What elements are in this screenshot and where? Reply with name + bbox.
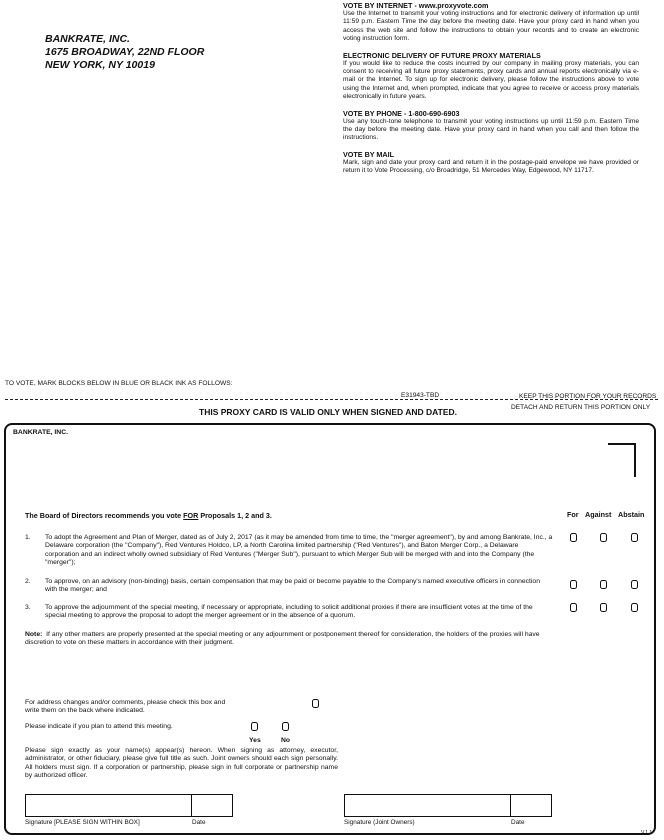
proposal-2-number: 2.: [25, 578, 31, 585]
electronic-body: If you would like to reduce the costs incurred by our company in mailing proxy materials, you can consent to receiving all future proxy statements, proxy cards and annual reports electronically via e-mail or the Internet. To sign up for electronic delivery, please follow the instructions above to vote using the Internet and, when prompted, indicate that you agree to receive or access proxy materials electronically in future years.: [343, 59, 639, 101]
proposal-1-abstain-checkbox[interactable]: [631, 533, 638, 542]
note: [25, 631, 555, 648]
attend-yes-checkbox[interactable]: [251, 722, 258, 731]
version-label: V.1.1: [641, 830, 653, 836]
sign-instructions: Please sign exactly as your name(s) appear(s) hereon. When signing as attorney, executor, administrator, or other fiduciary, please give full title as such. Joint owners should each sign personally. All holders must sign. If a corporation or partnership, please sign in full corporate or partnership name by authorized officer.: [25, 747, 338, 779]
proposal-3-text: To approve the adjournment of the special meeting, if necessary or appropriate, including to solicit additional proxies if there are insufficient votes at the time of the special meeting to approve the proposal to adopt the merger agreement or in the absence of a quorum.: [45, 604, 533, 620]
detach-portion-text: DETACH AND RETURN THIS PORTION ONLY: [511, 404, 651, 411]
board-for-underlined: FOR: [183, 511, 199, 520]
electronic-heading: ELECTRONIC DELIVERY OF FUTURE PROXY MATERIALS: [343, 50, 541, 60]
attend-yes-label: Yes: [249, 737, 261, 744]
keep-portion-text: KEEP THIS PORTION FOR YOUR RECORDS: [519, 393, 657, 400]
address-line-3: NEW YORK, NY 10019: [45, 59, 155, 71]
attend-no-checkbox[interactable]: [282, 722, 289, 731]
detach-line: [5, 399, 658, 400]
proposal-2-against-checkbox[interactable]: [600, 580, 607, 589]
proposal-3-against-checkbox[interactable]: [600, 603, 607, 612]
signature-label: Signature [PLEASE SIGN WITHIN BOX]: [25, 819, 140, 826]
phone-body: Use any touch-tone telephone to transmit your voting instructions up until 11:59 p.m. Eastern Time the day before the meeting date. Have your proxy card in hand when you call and then follow the instructions.: [343, 117, 639, 142]
address-line-1: BANKRATE, INC.: [45, 33, 130, 45]
mail-heading: VOTE BY MAIL: [343, 149, 394, 159]
proposal-1-for-checkbox[interactable]: [570, 533, 577, 542]
address-change-checkbox[interactable]: [312, 699, 319, 708]
proposal-3-for-checkbox[interactable]: [570, 603, 577, 612]
proposal-2-for-checkbox[interactable]: [570, 580, 577, 589]
valid-notice: THIS PROXY CARD IS VALID ONLY WHEN SIGNED AND DATED.: [199, 407, 458, 417]
control-code: E31943-TBD: [401, 392, 440, 399]
voting-instructions: [343, 1, 639, 183]
proposal-3-abstain-checkbox[interactable]: [631, 603, 638, 612]
internet-heading: VOTE BY INTERNET - www.proxyvote.com: [343, 1, 489, 10]
signature-box[interactable]: [25, 794, 192, 817]
attend-text: Please indicate if you plan to attend this meeting.: [25, 723, 173, 730]
proposal-2-abstain-checkbox[interactable]: [631, 580, 638, 589]
corner-mark: [608, 443, 636, 477]
mark-instruction: TO VOTE, MARK BLOCKS BELOW IN BLUE OR BLACK INK AS FOLLOWS:: [5, 380, 233, 387]
card-company-name: BANKRATE, INC.: [13, 429, 69, 436]
attend-no-label: No: [281, 737, 291, 744]
internet-body: Use the Internet to transmit your voting instructions and for electronic delivery of information up until 11:59 p.m. Eastern Time the day before the meeting date. Have your proxy card in hand when you access the web site and follow the instructions to obtain your records and to create an electronic voting instruction form.: [343, 10, 639, 43]
note-label: Note:: [25, 631, 43, 638]
date-label: Date: [192, 819, 206, 826]
joint-date-box[interactable]: [510, 794, 552, 817]
column-abstain: Abstain: [618, 510, 645, 519]
address-line-2: 1675 BROADWAY, 22ND FLOOR: [45, 46, 205, 58]
date-box[interactable]: [191, 794, 233, 817]
address-change-text: For address changes and/or comments, please check this box and write them on the back where indicated.: [25, 699, 226, 715]
phone-heading: VOTE BY PHONE - 1-800-690-6903: [343, 108, 460, 118]
proposal-1-text: To adopt the Agreement and Plan of Merger, dated as of July 2, 2017 (as it may be amended from time to time, the "merger agreement"), by and among Bankrate, Inc., a Delaware corporation (the "Company"), Red Ventures Holdco, LP, a North Carolina limited partnership ("Red Ventures"), and Baton Merger Corp., a Delaware corporation and an indirect wholly owned subsidiary of Red Ventures ("Merger Sub"), pursuant to which Merger Sub will be merged with and into the Company (the "merger");: [45, 534, 553, 566]
joint-date-label: Date: [511, 819, 525, 826]
mailing-address: [45, 33, 204, 72]
proxyvote-link[interactable]: www.proxyvote.com: [418, 1, 489, 10]
note-text: If any other matters are properly presented at the special meeting or any adjournment or postponement thereof for consideration, the holders of the proxies will have discretion to vote on these matters in accordance with their judgment.: [25, 631, 540, 647]
board-recommendation: The Board of Directors recommends you vote FOR Proposals 1, 2 and 3.: [25, 511, 272, 520]
proposal-1-against-checkbox[interactable]: [600, 533, 607, 542]
mail-body: Mark, sign and date your proxy card and return it in the postage-paid envelope we have provided or return it to Vote Processing, c/o Broadridge, 51 Mercedes Way, Edgewood, NY 11717.: [343, 158, 639, 175]
joint-signature-label: Signature (Joint Owners): [344, 819, 415, 826]
proposal-2-text: To approve, on an advisory (non-binding) basis, certain compensation that may be paid or become payable to the Company's named executive officers in connection with the merger; and: [45, 578, 540, 594]
column-for: For: [567, 510, 579, 519]
column-against: Against: [585, 510, 612, 519]
proposal-1-number: 1.: [25, 534, 31, 541]
proposal-3-number: 3.: [25, 604, 31, 611]
joint-signature-box[interactable]: [344, 794, 511, 817]
